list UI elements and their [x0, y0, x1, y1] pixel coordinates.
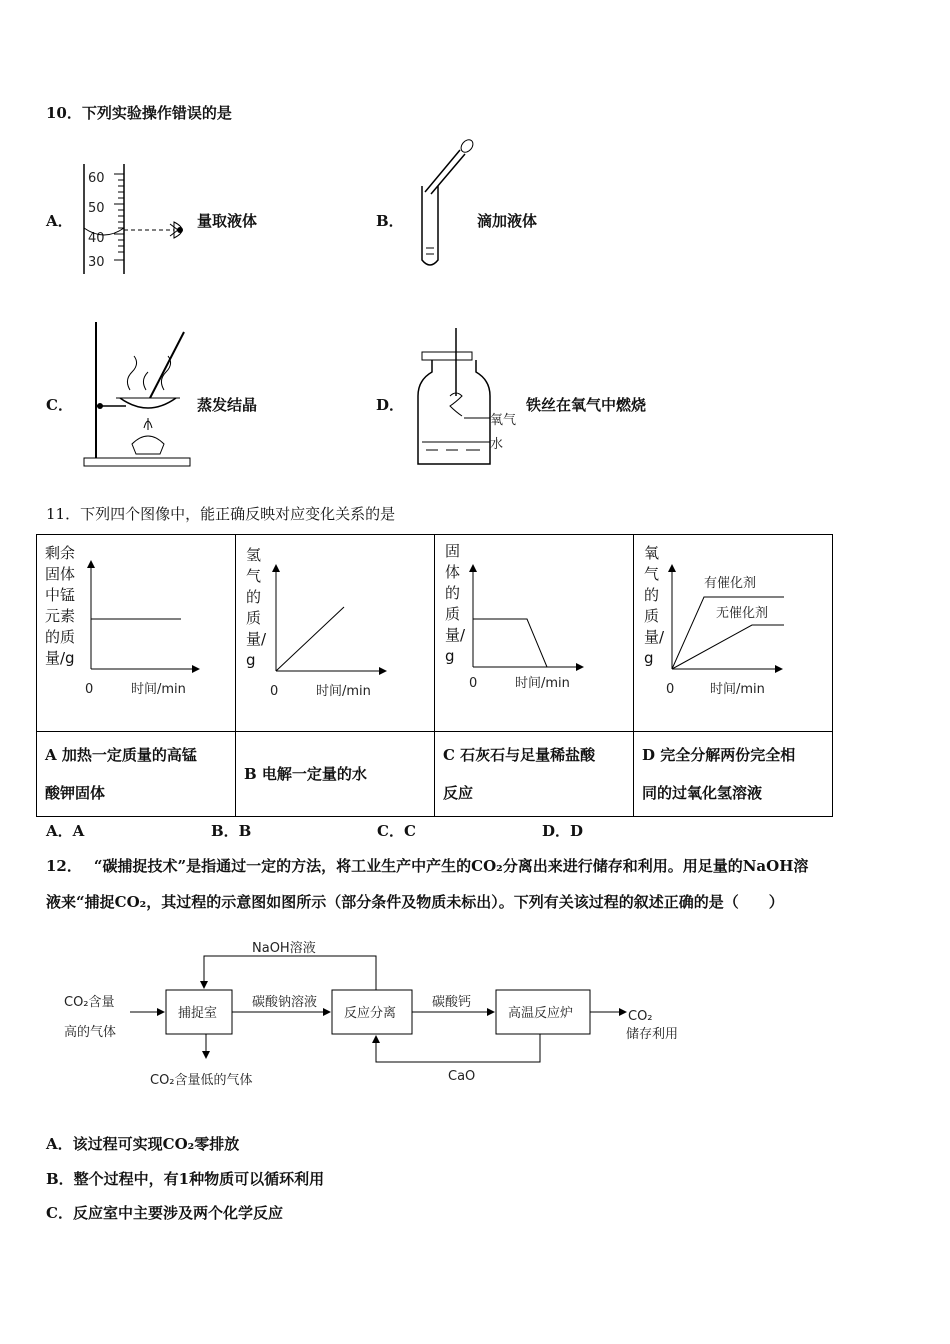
graph-d	[634, 535, 832, 731]
q12-option-a[interactable]: A．该过程可实现CO₂零排放	[46, 1135, 240, 1153]
q11-graph-table	[36, 534, 833, 817]
cylinder-tick-50: 50	[88, 201, 105, 216]
q12-number: 12．	[46, 857, 82, 875]
q12-option-c[interactable]: C．反应室中主要涉及两个化学反应	[46, 1204, 283, 1222]
graph-a-desc-line2: 酸钾固体	[45, 784, 106, 802]
graph-cell-a	[37, 535, 236, 732]
q10-option-b-caption: 滴加液体	[477, 212, 538, 230]
graph-d-curve-catalyst: 有催化剂	[704, 576, 757, 591]
graph-b-ylabel: 氢气的质量/g	[246, 546, 267, 669]
storage-use-label: 储存利用	[626, 1027, 679, 1042]
low-co2-gas-label: CO₂含量低的气体	[150, 1073, 253, 1088]
cylinder-tick-30: 30	[88, 255, 105, 270]
graph-c	[435, 535, 633, 731]
q11-choice-a[interactable]: A．A	[46, 822, 85, 840]
q10-option-d-caption: 铁丝在氧气中燃烧	[526, 396, 647, 414]
input-gas-label-1: CO₂含量	[64, 995, 115, 1010]
q10-option-a-letter: A．	[46, 212, 73, 230]
graph-c-origin: 0	[469, 676, 478, 691]
q11-stem: 下列四个图像中，能正确反映对应变化关系的是	[80, 505, 396, 523]
oxygen-label: 氧气	[490, 413, 517, 428]
cylinder-tick-40: 40	[88, 231, 105, 246]
graph-d-curve-no-catalyst: 无催化剂	[716, 606, 769, 621]
input-gas-label-2: 高的气体	[64, 1025, 117, 1040]
graph-cell-d	[634, 535, 833, 732]
q10-option-c-letter: C．	[46, 396, 73, 414]
graph-b-description	[236, 732, 435, 817]
graph-d-description	[634, 732, 833, 817]
graph-c-desc-line2: 反应	[443, 784, 474, 802]
q11-choice-c[interactable]: C．C	[377, 822, 416, 840]
q12-stem-text1: “碳捕捉技术”是指通过一定的方法，将工业生产中产生的CO₂分离出来进行储存和利用。用足量的NaOH溶	[93, 857, 809, 875]
graph-a-xlabel: 时间/min	[131, 682, 186, 697]
capture-chamber-label: 捕捉室	[178, 1006, 218, 1021]
graph-b-origin: 0	[270, 684, 279, 699]
q10-option-c-caption: 蒸发结晶	[197, 396, 258, 414]
q11-choice-b[interactable]: B．B	[211, 822, 252, 840]
graph-d-origin: 0	[666, 682, 675, 697]
carbon-capture-flow-diagram	[60, 930, 710, 1100]
iron-wire-oxygen-bottle-illustration	[410, 326, 530, 472]
graph-d-xlabel: 时间/min	[710, 682, 765, 697]
evaporation-apparatus-illustration	[80, 318, 200, 470]
sodium-carbonate-label: 碳酸钠溶液	[252, 995, 318, 1010]
q10-title	[46, 102, 232, 123]
q12-option-b[interactable]: B．整个过程中，有1种物质可以循环利用	[46, 1170, 325, 1188]
graph-d-ylabel: 氧气的质量/g	[644, 544, 665, 667]
co2-output-label: CO₂	[628, 1009, 653, 1024]
graph-d-desc-line1: D 完全分解两份完全相	[642, 746, 796, 764]
q10-option-d-letter: D．	[376, 396, 405, 414]
dropper-test-tube-illustration	[410, 136, 480, 276]
q11-title	[46, 503, 395, 524]
graph-d-desc-line2: 同的过氧化氢溶液	[642, 784, 763, 802]
cao-label: CaO	[448, 1069, 476, 1084]
graph-c-xlabel: 时间/min	[515, 676, 570, 691]
q10-option-a-caption: 量取液体	[197, 212, 258, 230]
q12-stem-line1	[46, 855, 808, 876]
graph-a-origin: 0	[85, 682, 94, 697]
graduated-cylinder-illustration	[78, 160, 198, 280]
graph-a-description	[37, 732, 236, 817]
cylinder-tick-60: 60	[88, 171, 105, 186]
graph-cell-c	[435, 535, 634, 732]
naoh-solution-label: NaOH溶液	[252, 941, 316, 956]
graph-a	[37, 535, 235, 731]
q11-number: 11．	[46, 505, 81, 523]
graph-c-description	[435, 732, 634, 817]
graph-b-desc-line1: B 电解一定量的水	[244, 765, 367, 783]
high-temperature-furnace-label: 高温反应炉	[508, 1006, 574, 1021]
calcium-carbonate-label: 碳酸钙	[432, 995, 472, 1010]
q11-choice-d[interactable]: D．D	[542, 822, 584, 840]
q10-stem: 下列实验操作错误的是	[81, 104, 232, 122]
graph-cell-b	[236, 535, 435, 732]
reaction-separation-label: 反应分离	[344, 1006, 397, 1021]
water-label: 水	[490, 437, 504, 452]
q10-number: 10．	[46, 104, 82, 122]
q12-stem-line2: 液来“捕捉CO₂，其过程的示意图如图所示（部分条件及物质未标出）。下列有关该过程的叙述正确的是（ ）	[46, 893, 784, 911]
graph-b	[236, 535, 434, 731]
graph-c-ylabel: 固体的质量/g	[445, 542, 466, 665]
q10-option-b-letter: B．	[376, 212, 404, 230]
graph-a-ylabel: 剩余固体中锰元素的质量/g	[45, 544, 76, 667]
graph-c-desc-line1: C 石灰石与足量稀盐酸	[443, 746, 596, 764]
graph-b-xlabel: 时间/min	[316, 684, 371, 699]
graph-a-desc-line1: A 加热一定质量的高锰	[45, 746, 197, 764]
